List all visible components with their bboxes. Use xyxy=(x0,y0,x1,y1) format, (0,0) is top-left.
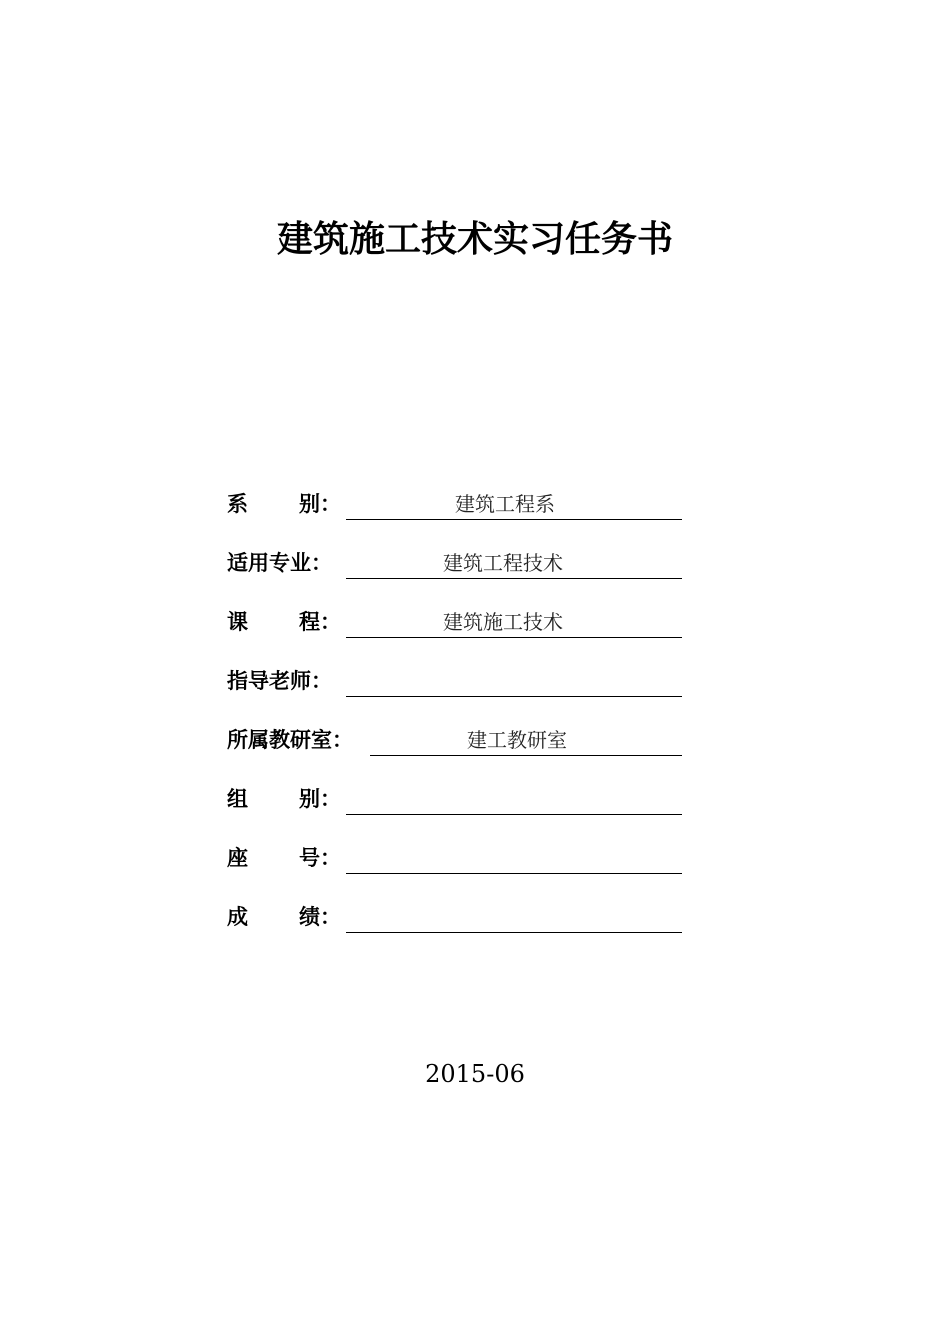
course-label-b: 程： xyxy=(299,610,341,634)
seat-field[interactable] xyxy=(346,847,682,874)
department-label xyxy=(227,490,341,518)
page-date: 2015-06 xyxy=(425,1060,525,1088)
grade-label xyxy=(227,903,341,931)
course-label-a: 课 xyxy=(227,610,248,634)
seat-label-a: 座 xyxy=(227,846,248,870)
group-label xyxy=(227,785,341,813)
course-field[interactable] xyxy=(346,611,682,638)
course-label xyxy=(227,608,341,636)
advisor-row xyxy=(227,661,682,697)
group-label-b: 别： xyxy=(299,787,341,811)
major-field[interactable] xyxy=(346,552,682,579)
grade-label-b: 绩： xyxy=(299,905,341,929)
grade-field[interactable] xyxy=(346,906,682,933)
department-field[interactable] xyxy=(346,493,682,520)
page-title: 建筑施工技术实习任务书 xyxy=(276,219,673,260)
grade-label-a: 成 xyxy=(227,905,248,929)
department-row xyxy=(227,484,682,520)
major-label: 适用专业： xyxy=(227,551,332,575)
seat-row xyxy=(227,838,682,874)
department-label-b: 别： xyxy=(299,492,341,516)
group-label-a: 组 xyxy=(227,787,248,811)
department-label-a: 系 xyxy=(227,492,248,516)
office-row xyxy=(227,720,682,756)
major-row xyxy=(227,543,682,579)
advisor-label: 指导老师： xyxy=(227,669,332,693)
office-value: 建工教研室 xyxy=(467,728,567,752)
grade-row xyxy=(227,897,682,933)
office-label: 所属教研室： xyxy=(227,728,353,752)
course-value: 建筑施工技术 xyxy=(443,610,563,634)
department-value: 建筑工程系 xyxy=(455,492,555,516)
course-row xyxy=(227,602,682,638)
group-field[interactable] xyxy=(346,788,682,815)
advisor-field[interactable] xyxy=(346,670,682,697)
office-field[interactable] xyxy=(370,729,682,756)
group-row xyxy=(227,779,682,815)
major-value: 建筑工程技术 xyxy=(443,551,563,575)
seat-label-b: 号： xyxy=(299,846,341,870)
seat-label xyxy=(227,844,341,872)
